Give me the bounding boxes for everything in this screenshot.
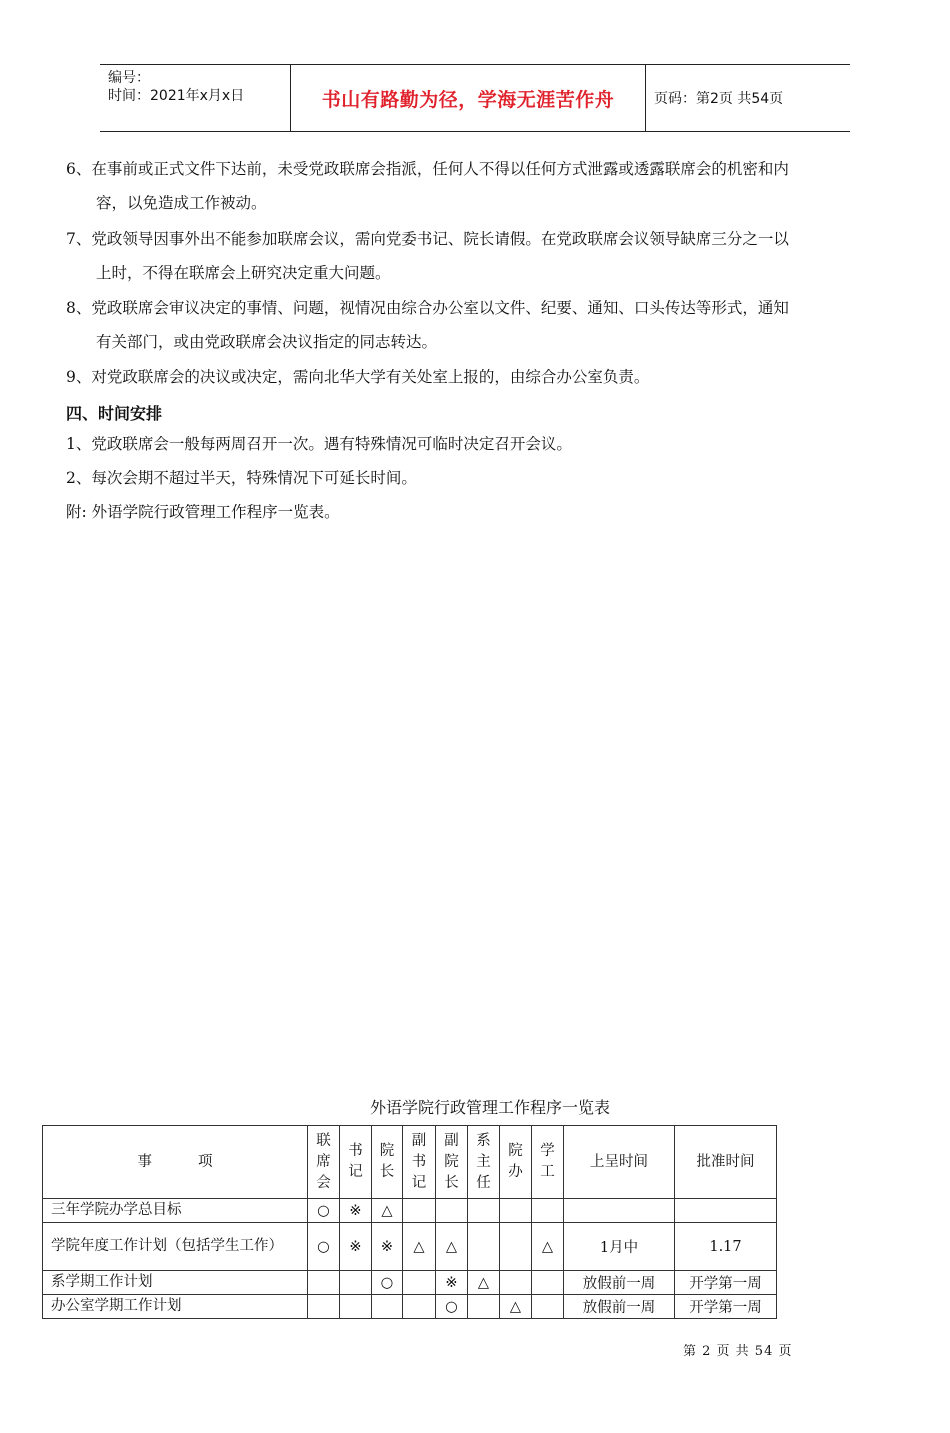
cell — [468, 1223, 500, 1271]
cell — [468, 1295, 500, 1319]
header-motto-cell — [291, 65, 646, 131]
col-header-label: 副院长 — [444, 1132, 459, 1191]
table-row — [43, 1271, 777, 1295]
cell — [403, 1271, 436, 1295]
col-header-label: 学工 — [540, 1143, 555, 1180]
section-heading: 四、时间安排 — [66, 404, 163, 423]
cell: △ — [403, 1223, 436, 1271]
cell: ※ — [340, 1199, 372, 1223]
header-page-cell — [646, 65, 850, 131]
col-header-dean — [372, 1126, 403, 1199]
paragraph-7 — [66, 222, 916, 290]
section4-item-2: 2、每次会期不超过半天，特殊情况下可延长时间。 — [66, 469, 417, 487]
cell: ※ — [372, 1223, 403, 1271]
col-header-label: 系主任 — [476, 1132, 491, 1191]
cell — [532, 1295, 564, 1319]
cell — [532, 1271, 564, 1295]
cell: 1月中 — [564, 1223, 675, 1271]
cell: ○ — [308, 1199, 340, 1223]
table-row — [43, 1199, 777, 1223]
cell: △ — [468, 1271, 500, 1295]
cell — [500, 1199, 532, 1223]
paragraph-6-line1: 6、在事前或正式文件下达前，未受党政联席会指派，任何人不得以任何方式泄露或透露联席会的机密和内 — [66, 160, 789, 178]
cell: △ — [532, 1223, 564, 1271]
paragraph-8-line2: 有关部门，或由党政联席会决议指定的同志转达。 — [96, 333, 438, 351]
document-number-label: 编号： — [108, 70, 150, 86]
section4-item-1: 1、党政联席会一般每两周召开一次。遇有特殊情况可临时决定召开会议。 — [66, 435, 572, 453]
paragraph-6-line2: 容，以免造成工作被动。 — [96, 194, 267, 212]
cell: ○ — [372, 1271, 403, 1295]
cell — [500, 1271, 532, 1295]
cell — [468, 1199, 500, 1223]
cell: 放假前一周 — [564, 1295, 675, 1319]
col-header-dept-head — [468, 1126, 500, 1199]
col-header-joint-meeting — [308, 1126, 340, 1199]
procedure-table — [42, 1125, 777, 1319]
cell: ○ — [436, 1295, 468, 1319]
row-item: 办公室学期工作计划 — [43, 1295, 308, 1319]
col-header-student-affairs — [532, 1126, 564, 1199]
header-motto: 书山有路勤为径，学海无涯苦作舟 — [321, 88, 615, 111]
document-time-label: 时间：2021年x月x日 — [108, 88, 245, 104]
paragraph-8 — [66, 291, 916, 359]
col-header-label: 书记 — [348, 1143, 363, 1180]
page-footer: 第 2 页 共 54 页 — [683, 1344, 793, 1359]
page-header — [100, 64, 850, 132]
col-header-label: 院长 — [379, 1143, 395, 1180]
cell — [403, 1295, 436, 1319]
cell — [308, 1271, 340, 1295]
cell: 1.17 — [675, 1223, 777, 1271]
col-header-secretary — [340, 1126, 372, 1199]
cell: 开学第一周 — [675, 1295, 777, 1319]
cell: ○ — [308, 1223, 340, 1271]
paragraph-9-line1: 9、对党政联席会的决议或决定，需向北华大学有关处室上报的，由综合办公室负责。 — [66, 368, 650, 386]
cell — [308, 1295, 340, 1319]
row-item: 三年学院办学总目标 — [43, 1199, 308, 1223]
row-item: 学院年度工作计划（包括学生工作） — [43, 1223, 308, 1271]
row-item: 系学期工作计划 — [43, 1271, 308, 1295]
cell — [340, 1295, 372, 1319]
col-header-deputy-dean — [436, 1126, 468, 1199]
cell — [532, 1199, 564, 1223]
cell: △ — [372, 1199, 403, 1223]
cell: ※ — [436, 1271, 468, 1295]
table-title: 外语学院行政管理工作程序一览表 — [369, 1098, 610, 1117]
col-header-label: 副书记 — [411, 1132, 427, 1191]
table-row — [43, 1295, 777, 1319]
col-header-approve-time: 批准时间 — [675, 1126, 777, 1199]
col-header-label: 联席会 — [316, 1132, 331, 1191]
header-left-cell — [100, 65, 291, 131]
paragraph-9 — [66, 360, 916, 394]
cell — [372, 1295, 403, 1319]
cell: ※ — [340, 1223, 372, 1271]
col-header-item: 事 项 — [43, 1126, 308, 1199]
paragraph-8-line1: 8、党政联席会审议决定的事情、问题，视情况由综合办公室以文件、纪要、通知、口头传达等形式，通知 — [66, 299, 789, 317]
paragraph-7-line2: 上时，不得在联席会上研究决定重大问题。 — [96, 264, 391, 282]
appendix-note: 附: 外语学院行政管理工作程序一览表。 — [66, 503, 340, 521]
cell — [436, 1199, 468, 1223]
cell — [403, 1199, 436, 1223]
paragraph-7-line1: 7、党政领导因事外出不能参加联席会议，需向党委书记、院长请假。在党政联席会议领导缺席三分之一以 — [66, 230, 789, 248]
cell: △ — [436, 1223, 468, 1271]
col-header-submit-time: 上呈时间 — [564, 1126, 675, 1199]
cell: △ — [500, 1295, 532, 1319]
header-page-info: 页码：第2页 共54页 — [654, 91, 784, 107]
table-header-row — [43, 1126, 777, 1199]
cell — [564, 1199, 675, 1223]
cell: 放假前一周 — [564, 1271, 675, 1295]
table-row — [43, 1223, 777, 1271]
col-header-label: 院办 — [508, 1143, 523, 1180]
cell: 开学第一周 — [675, 1271, 777, 1295]
col-header-office — [500, 1126, 532, 1199]
cell — [500, 1223, 532, 1271]
cell — [675, 1199, 777, 1223]
paragraph-6 — [66, 152, 916, 220]
col-header-deputy-secretary — [403, 1126, 436, 1199]
cell — [340, 1271, 372, 1295]
